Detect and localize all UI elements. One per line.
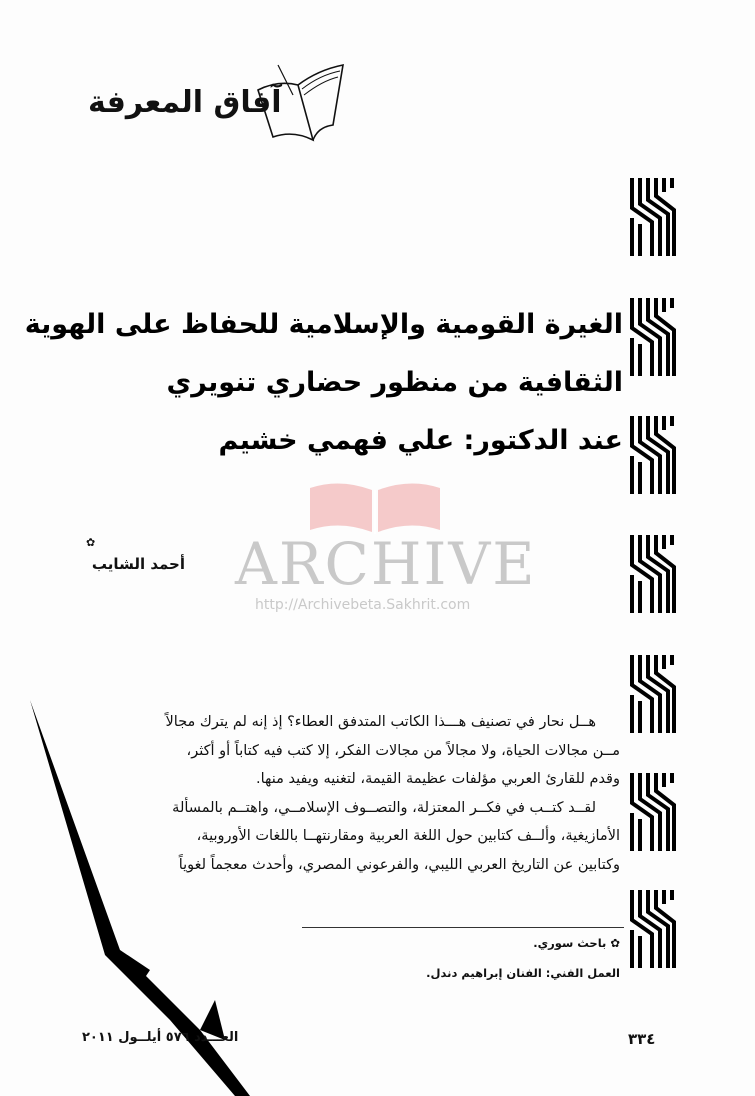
title-line: الغيرة القومية والإسلامية للحفاظ على الهوية	[24, 309, 623, 340]
body-line: هــل نحار في تصنيف هـــذا الكاتب المتدفق العطاء؟ إذ إنه لم يترك مجالاً	[165, 714, 596, 730]
watermark-url: http://Archivebeta.Sakhrit.com	[255, 597, 471, 613]
body-line: مــن مجالات الحياة، ولا مجالاً من مجالات الفكر، إلا كتب فيه كتاباً أو أكثر،	[186, 742, 620, 759]
footnote-divider	[302, 927, 624, 928]
section-label: آفاق المعرفة	[88, 85, 282, 120]
article-author: أحمد الشايب	[91, 555, 185, 573]
body-line: وقدم للقارئ العربي مؤلفات عظيمة القيمة، لتغنيه ويفيد منها.	[256, 771, 620, 787]
open-book-icon	[238, 55, 358, 145]
section-logo	[78, 55, 308, 145]
author-marker: ✿	[86, 536, 96, 549]
body-line: لقــد كتــب في فكــر المعتزلة، والتصــوف الإسلامــي، واهتــم بالمسألة	[172, 799, 596, 816]
watermark-text: ARCHIVE	[235, 530, 537, 598]
title-line: عند الدكتور: علي فهمي خشيم	[218, 425, 623, 456]
title-line: الثقافية من منظور حضاري تنويري	[166, 367, 623, 398]
body-line: وكتابين عن التاريخ العربي الليبي، والفرعوني المصري، وأحدث معجماً لغوياً	[178, 856, 620, 873]
article-title	[24, 296, 623, 470]
footnote: العمل الفني: الفنان إبراهيم دندل.	[426, 966, 620, 980]
decorative-column	[628, 170, 678, 970]
page-number: ٣٣٤	[628, 1030, 656, 1048]
issue-info: العـــدد ٥٧٦ أيلــول ٢٠١١	[82, 1030, 239, 1045]
footnote: ✿ باحث سوري.	[533, 936, 620, 950]
body-line: الأمازيغية، وألــف كتابين حول اللغة العربية ومقارنتهــا باللغات الأوروبية،	[196, 828, 620, 844]
